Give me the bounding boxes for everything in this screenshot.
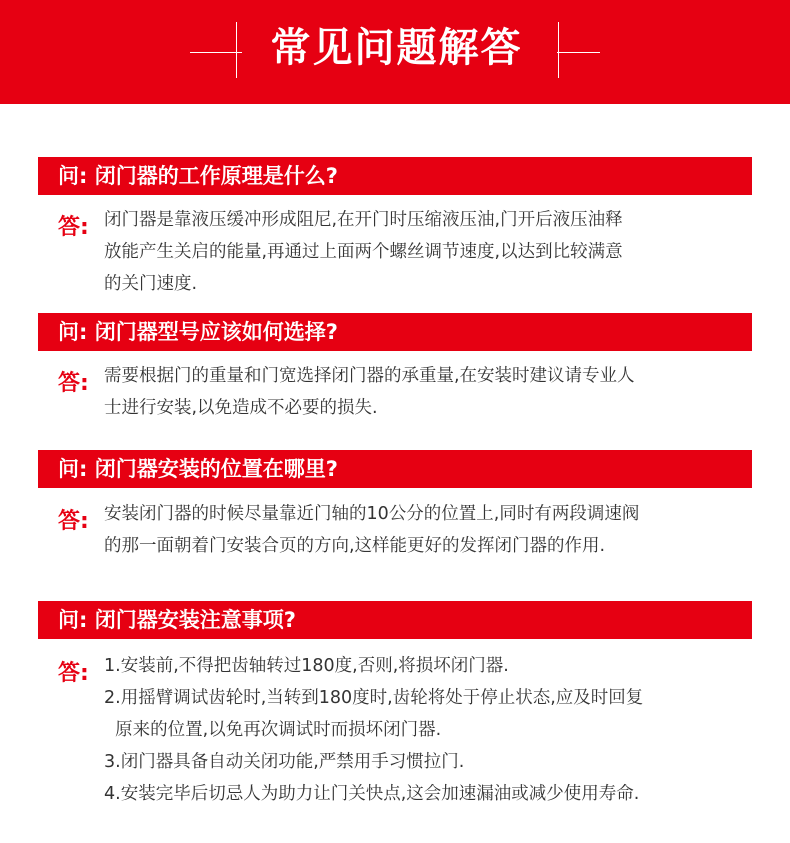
question-text: 问: 闭门器安装的位置在哪里?	[58, 457, 338, 481]
answer-text-2	[104, 360, 754, 424]
answer-line: 需要根据门的重量和门宽选择闭门器的承重量,在安装时建议请专业人	[104, 366, 635, 386]
answer-line: 闭门器是靠液压缓冲形成阻尼,在开门时压缩液压油,门开后液压油释	[104, 210, 623, 230]
answer-line: 安装闭门器的时候尽量靠近门轴的10公分的位置上,同时有两段调速阀	[104, 504, 640, 524]
title-banner	[0, 0, 790, 104]
answer-label: 答:	[58, 371, 89, 396]
answer-line: 的关门速度.	[104, 274, 198, 294]
answer-line: 放能产生关启的能量,再通过上面两个螺丝调节速度,以达到比较满意	[104, 242, 623, 262]
answer-text-4	[104, 650, 754, 810]
answer-label: 答:	[58, 661, 89, 686]
answer-line: 1.安装前,不得把齿轴转过180度,否则,将损坏闭门器.	[104, 656, 509, 676]
question-bar-1	[38, 157, 752, 195]
page-title: 常见问题解答	[270, 25, 523, 71]
banner-decor-line-left	[190, 52, 242, 53]
answer-line: 3.闭门器具备自动关闭功能,严禁用手习惯拉门.	[104, 752, 465, 772]
answer-line: 4.安装完毕后切忌人为助力让门关快点,这会加速漏油或减少使用寿命.	[104, 784, 640, 804]
answer-line: 原来的位置,以免再次调试时而损坏闭门器.	[104, 720, 442, 740]
question-bar-4	[38, 601, 752, 639]
question-text: 问: 闭门器的工作原理是什么?	[58, 164, 338, 188]
answer-text-1	[104, 204, 754, 300]
question-bar-3	[38, 450, 752, 488]
answer-text-3	[104, 498, 754, 562]
question-text: 问: 闭门器型号应该如何选择?	[58, 320, 338, 344]
banner-decor-line-right	[557, 52, 600, 53]
answer-label: 答:	[58, 509, 89, 534]
answer-line: 士进行安装,以免造成不必要的损失.	[104, 398, 378, 418]
question-text: 问: 闭门器安装注意事项?	[58, 608, 296, 632]
answer-label: 答:	[58, 215, 89, 240]
question-bar-2	[38, 313, 752, 351]
answer-line: 的那一面朝着门安装合页的方向,这样能更好的发挥闭门器的作用.	[104, 536, 606, 556]
answer-line: 2.用摇臂调试齿轮时,当转到180度时,齿轮将处于停止状态,应及时回复	[104, 688, 644, 708]
